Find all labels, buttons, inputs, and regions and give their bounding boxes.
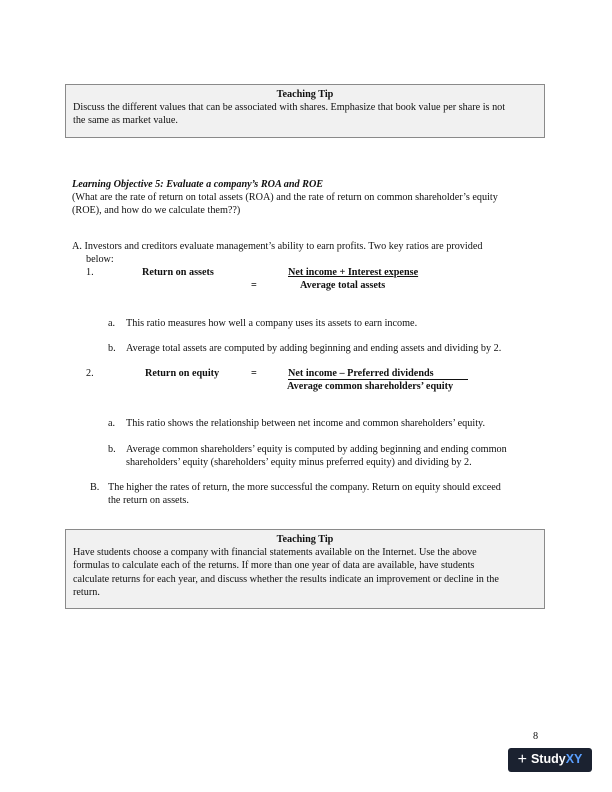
- roe-point-b-line: shareholders’ equity (shareholders’ equity minus preferred equity) and dividing by 2.: [126, 457, 472, 468]
- equals-sign: =: [251, 280, 257, 291]
- section-b-text: The higher the rates of return, the more successful the company. Return on equity should exceed: [108, 482, 501, 493]
- list-marker: b.: [108, 343, 116, 354]
- section-a-text: A. Investors and creditors evaluate management’s ability to earn profits. Two key ratios are provided: [72, 241, 483, 252]
- roe-numerator: Net income – Preferred dividends: [288, 368, 434, 379]
- roe-point-b-line: Average common shareholders’ equity is computed by adding beginning and ending common: [126, 444, 507, 455]
- teaching-tip-text-line: Discuss the different values that can be associated with shares. Emphasize that book value per share is not: [73, 102, 506, 114]
- roe-denominator: Average common shareholders’ equity: [287, 381, 454, 392]
- roa-point-a: This ratio measures how well a company uses its assets to earn income.: [126, 318, 418, 329]
- teaching-tip-text-line: the same as market value.: [73, 115, 178, 127]
- roa-label: Return on assets: [142, 267, 214, 278]
- list-marker: a.: [108, 418, 116, 429]
- logo-text-accent: XY: [565, 752, 583, 767]
- plus-icon: +: [517, 751, 527, 768]
- objective-question-line: (What are the rate of return on total assets (ROA) and the rate of return on common shareholder’s equity: [72, 192, 498, 203]
- teaching-tip-text-line: calculate returns for each year, and discuss whether the results indicate an improvement or decline in the: [73, 573, 499, 585]
- teaching-tip-box-2: [65, 529, 545, 609]
- teaching-tip-box-1: [65, 84, 545, 138]
- roe-label: Return on equity: [145, 368, 220, 379]
- teaching-tip-text-line: formulas to calculate each of the returns. If more than one year of data are available, have students: [73, 560, 475, 572]
- list-marker: B.: [90, 482, 100, 493]
- teaching-tip-title: Teaching Tip: [276, 89, 334, 100]
- roa-denominator: Average total assets: [300, 280, 386, 291]
- teaching-tip-text-line: return.: [73, 586, 100, 598]
- teaching-tip-text-line: Have students choose a company with financial statements available on the Internet. Use the above: [73, 547, 477, 559]
- objective-question-line: (ROE), and how do we calculate them??): [72, 205, 241, 216]
- formula-number: 1.: [86, 267, 94, 278]
- roe-point-a: This ratio shows the relationship between net income and common shareholders’ equity.: [126, 418, 486, 429]
- logo-text: Study: [530, 752, 566, 767]
- list-marker: a.: [108, 318, 116, 329]
- learning-objective-heading: Learning Objective 5: Evaluate a company’s ROA and ROE: [72, 179, 324, 190]
- section-a-text: below:: [86, 254, 114, 265]
- roa-point-b: Average total assets are computed by adding beginning and ending assets and dividing by 2.: [126, 343, 502, 354]
- studyxy-logo[interactable]: [508, 748, 592, 772]
- list-marker: b.: [108, 444, 116, 455]
- teaching-tip-title: Teaching Tip: [276, 534, 334, 545]
- roa-numerator: Net income + Interest expense: [288, 267, 419, 278]
- formula-number: 2.: [86, 368, 94, 379]
- equals-sign: =: [251, 368, 257, 379]
- section-b-text: the return on assets.: [108, 495, 189, 506]
- page-number: 8: [533, 731, 539, 742]
